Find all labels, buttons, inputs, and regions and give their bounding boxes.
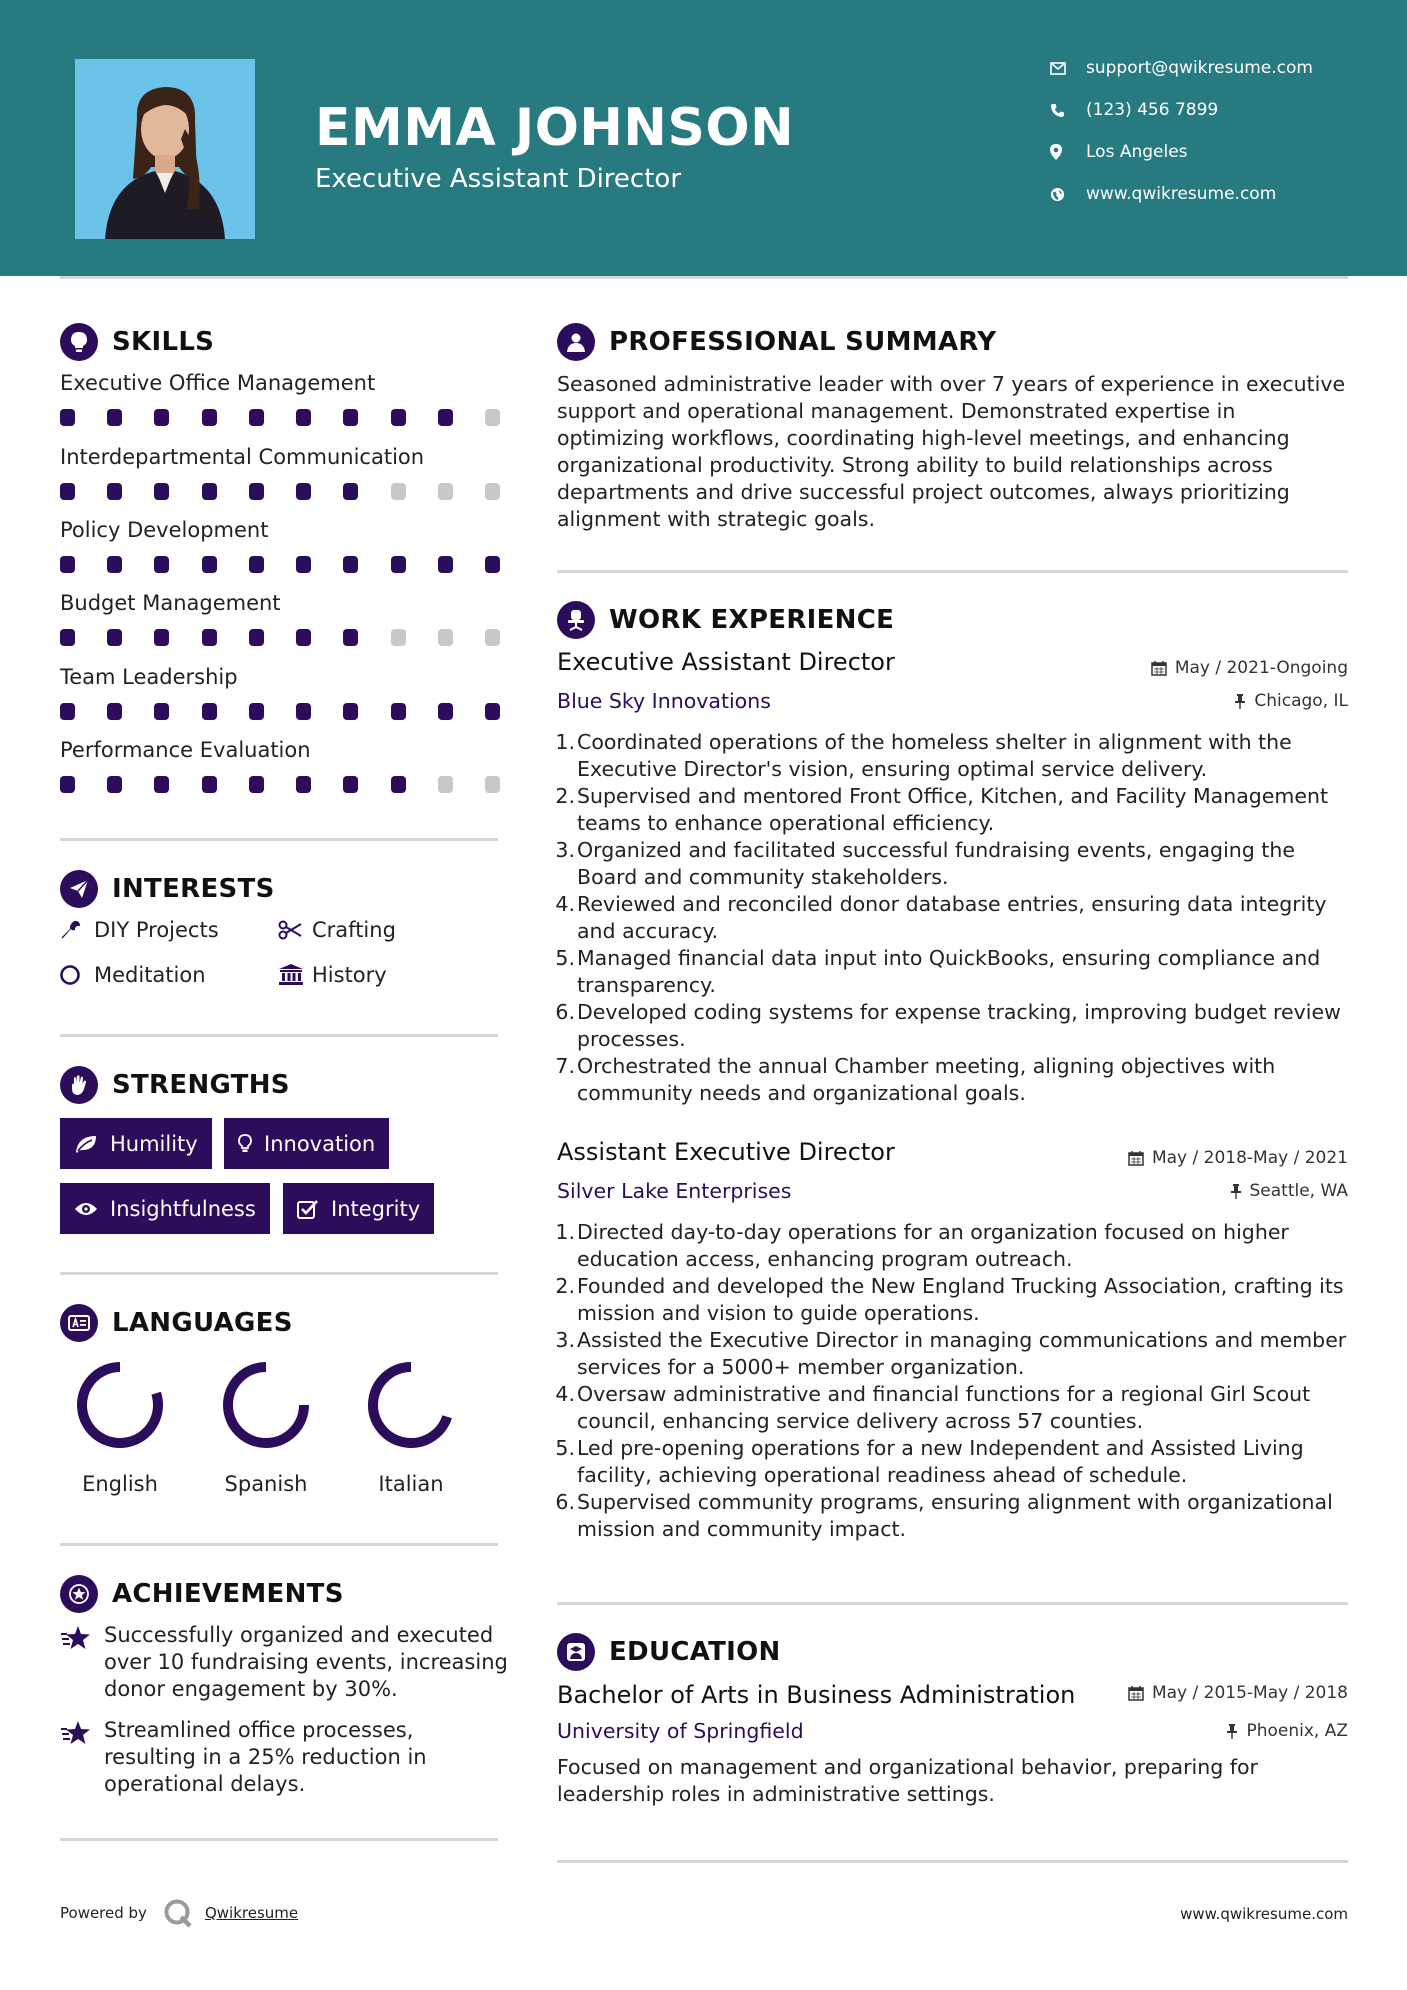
- skill-name: Executive Office Management: [60, 371, 376, 395]
- list-item: 6 . Developed coding systems for expense tracking, improving budget review processes.: [555, 999, 1355, 1053]
- globe-icon: [1050, 187, 1086, 202]
- header-banner: [0, 0, 1407, 276]
- section-divider: [557, 570, 1348, 573]
- job-dates: May / 2018-May / 2021: [1128, 1148, 1348, 1168]
- contact-phone-text: (123) 456 7899: [1086, 100, 1219, 120]
- list-item: 4 . Oversaw administrative and financial functions for a regional Girl Scout council, enhancing service delivery across 57 counties.: [555, 1381, 1355, 1435]
- list-item: 2 . Supervised and mentored Front Office, Kitchen, and Facility Management teams to enhance operational efficiency.: [555, 783, 1355, 837]
- achievement-item: Successfully organized and executed over 10 fundraising events, increasing donor engagement by 30%.: [60, 1622, 510, 1703]
- qwikresume-logo-icon: [163, 1898, 193, 1928]
- phone-icon: [1050, 103, 1086, 118]
- skill-dot-filled: [343, 703, 358, 720]
- skill-level-dots: [60, 776, 500, 793]
- company-name: Blue Sky Innovations: [557, 689, 771, 713]
- skill-dot-filled: [485, 556, 500, 573]
- skill-dot-filled: [202, 483, 217, 500]
- degree-title: Bachelor of Arts in Business Administration: [557, 1681, 1076, 1709]
- contact-email-text: support@qwikresume.com: [1086, 58, 1313, 78]
- section-divider: [557, 1860, 1348, 1863]
- contact-website[interactable]: [1050, 184, 1276, 204]
- skill-dot-filled: [154, 776, 169, 793]
- skill-dot-empty: [438, 629, 453, 646]
- contact-email[interactable]: [1050, 58, 1313, 78]
- skill-dot-filled: [296, 409, 311, 426]
- skill-dot-filled: [391, 703, 406, 720]
- skill-name: Policy Development: [60, 518, 269, 542]
- leaf-icon: [74, 1134, 98, 1154]
- hand-icon: [60, 1066, 98, 1104]
- list-item: 3 . Assisted the Executive Director in managing communications and member services for a 5000+ member organization.: [555, 1327, 1355, 1381]
- scissors-icon: [278, 920, 312, 940]
- location-pin-icon: [1050, 144, 1086, 160]
- summary-text: Seasoned administrative leader with over 7 years of experience in executive support and operational management. Demonstrated expertise in optimizing workflows, coordinating high-level meetings, and enhancing organizational productivity. Strong ability to build relationships across departments and drive successful project outcomes, always prioritizing alignment with strategic goals.: [557, 372, 1346, 531]
- skill-dot-empty: [485, 776, 500, 793]
- skill-level-dots: [60, 629, 500, 646]
- skill-dot-filled: [343, 776, 358, 793]
- person-silhouette: [75, 59, 255, 239]
- skill-dot-filled: [154, 629, 169, 646]
- job-dates: May / 2021-Ongoing: [1151, 658, 1348, 678]
- list-item: 5 . Led pre-opening operations for a new Independent and Assisted Living facility, achieving operational readiness ahead of schedule.: [555, 1435, 1355, 1489]
- education-dates: May / 2015-May / 2018: [1128, 1683, 1348, 1703]
- skill-name: Team Leadership: [60, 665, 238, 689]
- skill-dot-filled: [107, 409, 122, 426]
- skill-dot-filled: [249, 776, 264, 793]
- skill-dot-filled: [249, 409, 264, 426]
- skill-dot-filled: [438, 409, 453, 426]
- graduate-icon: [557, 1633, 595, 1671]
- skill-dot-filled: [249, 483, 264, 500]
- skill-dot-empty: [391, 629, 406, 646]
- skill-dot-filled: [60, 629, 75, 646]
- job-title: Assistant Executive Director: [557, 1138, 895, 1166]
- footer-brand-link[interactable]: Qwikresume: [204, 1904, 299, 1922]
- circle-icon: [60, 964, 94, 986]
- job-location: Seattle, WA: [1230, 1181, 1349, 1201]
- skill-dot-filled: [107, 556, 122, 573]
- contact-phone[interactable]: [1050, 100, 1218, 120]
- skill-name: Performance Evaluation: [60, 738, 311, 762]
- strength-badge: Humility: [60, 1118, 212, 1169]
- language-label: English: [82, 1472, 158, 1496]
- school-name: University of Springfield: [557, 1719, 804, 1743]
- skill-dot-filled: [154, 409, 169, 426]
- paper-plane-icon: [60, 870, 98, 908]
- skill-dot-filled: [391, 776, 406, 793]
- skill-dot-filled: [296, 776, 311, 793]
- skill-dot-empty: [485, 409, 500, 426]
- skill-dot-filled: [60, 776, 75, 793]
- skill-dot-empty: [438, 776, 453, 793]
- skill-dot-empty: [438, 483, 453, 500]
- museum-icon: [278, 964, 312, 986]
- skill-dot-filled: [154, 483, 169, 500]
- skill-dot-filled: [107, 629, 122, 646]
- language-card-icon: [60, 1304, 98, 1342]
- skill-dot-filled: [202, 556, 217, 573]
- skill-dot-filled: [154, 556, 169, 573]
- skill-level-dots: [60, 703, 500, 720]
- lightbulb-icon: [60, 323, 98, 361]
- star-icon: [60, 1622, 104, 1703]
- language-label: Spanish: [224, 1472, 308, 1496]
- languages-heading: LANGUAGES: [60, 1304, 293, 1342]
- footer-powered-by: Powered by Qwikresume: [60, 1898, 298, 1928]
- contact-location: [1050, 142, 1188, 162]
- office-chair-icon: [557, 601, 595, 639]
- language-label: Italian: [378, 1472, 444, 1496]
- work-heading: WORK EXPERIENCE: [557, 601, 894, 639]
- section-divider: [60, 838, 498, 841]
- skill-dot-filled: [249, 629, 264, 646]
- header-divider: [60, 276, 1348, 279]
- skill-dot-filled: [107, 703, 122, 720]
- skill-dot-filled: [107, 776, 122, 793]
- education-location: Phoenix, AZ: [1226, 1721, 1348, 1741]
- footer-website-link[interactable]: www.qwikresume.com: [1180, 1905, 1348, 1923]
- interest-item: Meditation: [60, 963, 206, 987]
- list-item: 1 . Directed day-to-day operations for an organization focused on higher education access, enhancing program outreach.: [555, 1219, 1355, 1273]
- skill-dot-filled: [202, 409, 217, 426]
- list-item: 7 . Orchestrated the annual Chamber meeting, aligning objectives with community needs and organizational goals.: [555, 1053, 1355, 1107]
- skill-dot-filled: [60, 483, 75, 500]
- pushpin-icon: [1234, 693, 1246, 709]
- skill-dot-filled: [438, 556, 453, 573]
- skill-dot-filled: [296, 483, 311, 500]
- skill-name: Budget Management: [60, 591, 281, 615]
- skill-dot-empty: [485, 483, 500, 500]
- strength-badge: Integrity: [283, 1183, 434, 1234]
- pushpin-icon: [1226, 1723, 1238, 1739]
- language-gauge-arc: [373, 1367, 447, 1443]
- candidate-name: EMMA JOHNSON: [315, 98, 795, 158]
- skill-level-dots: [60, 556, 500, 573]
- skill-dot-filled: [391, 556, 406, 573]
- list-item: 6 . Supervised community programs, ensuring alignment with organizational mission and community impact.: [555, 1489, 1355, 1543]
- lightbulb-icon: [238, 1134, 252, 1154]
- interest-item: Crafting: [278, 918, 396, 942]
- achievements-heading: ACHIEVEMENTS: [60, 1575, 344, 1613]
- job-location: Chicago, IL: [1234, 691, 1348, 711]
- skill-dot-filled: [343, 409, 358, 426]
- skills-heading: SKILLS: [60, 323, 214, 361]
- skill-dot-filled: [60, 409, 75, 426]
- contact-website-text: www.qwikresume.com: [1086, 184, 1277, 204]
- section-divider: [60, 1034, 498, 1037]
- language-gauge-arc: [82, 1367, 158, 1443]
- interests-heading: INTERESTS: [60, 870, 275, 908]
- skill-dot-filled: [343, 629, 358, 646]
- skill-dot-filled: [296, 556, 311, 573]
- skill-dot-filled: [249, 556, 264, 573]
- skill-dot-filled: [107, 483, 122, 500]
- education-heading: EDUCATION: [557, 1633, 781, 1671]
- skill-dot-filled: [296, 703, 311, 720]
- section-divider: [60, 1543, 498, 1546]
- envelope-icon: [1050, 62, 1086, 75]
- company-name: Silver Lake Enterprises: [557, 1179, 792, 1203]
- list-item: 2 . Founded and developed the New England Trucking Association, crafting its mission and vision to guide operations.: [555, 1273, 1355, 1327]
- skill-dot-filled: [438, 703, 453, 720]
- skill-dot-filled: [60, 703, 75, 720]
- interest-item: DIY Projects: [60, 918, 219, 942]
- skill-dot-filled: [249, 703, 264, 720]
- calendar-icon: [1128, 1150, 1144, 1166]
- language-gauge: [191, 1355, 341, 1455]
- achievement-item: Streamlined office processes, resulting in a 25% reduction in operational delays.: [60, 1717, 510, 1798]
- candidate-role: Executive Assistant Director: [315, 164, 682, 194]
- skill-dot-empty: [391, 483, 406, 500]
- job-bullets: [555, 729, 1355, 1107]
- skill-dot-filled: [202, 629, 217, 646]
- eye-icon: [74, 1201, 98, 1217]
- skill-dot-filled: [343, 556, 358, 573]
- skill-dot-filled: [60, 556, 75, 573]
- checkbox-icon: [297, 1199, 319, 1219]
- list-item: 5 . Managed financial data input into QuickBooks, ensuring compliance and transparency.: [555, 945, 1355, 999]
- list-item: 4 . Reviewed and reconciled donor database entries, ensuring data integrity and accuracy.: [555, 891, 1355, 945]
- strength-badge: Insightfulness: [60, 1183, 270, 1234]
- strengths-heading: STRENGTHS: [60, 1066, 290, 1104]
- strength-badge: Innovation: [224, 1118, 389, 1169]
- skill-dot-filled: [485, 703, 500, 720]
- list-item: 1 . Coordinated operations of the homeless shelter in alignment with the Executive Director's vision, ensuring optimal service delivery.: [555, 729, 1355, 783]
- section-divider: [60, 1272, 498, 1275]
- skill-dot-filled: [154, 703, 169, 720]
- skill-level-dots: [60, 409, 500, 426]
- skill-dot-filled: [296, 629, 311, 646]
- skill-name: Interdepartmental Communication: [60, 445, 425, 469]
- star-icon: [60, 1717, 104, 1798]
- language-gauge: [45, 1355, 195, 1455]
- skill-dot-filled: [391, 409, 406, 426]
- skill-dot-empty: [485, 629, 500, 646]
- language-gauge: [336, 1355, 486, 1455]
- user-icon: [557, 323, 595, 361]
- summary-heading: PROFESSIONAL SUMMARY: [557, 323, 996, 361]
- list-item: 3 . Organized and facilitated successful fundraising events, engaging the Board and community stakeholders.: [555, 837, 1355, 891]
- wrench-icon: [60, 919, 94, 941]
- star-badge-icon: [60, 1575, 98, 1613]
- language-gauge-arc: [228, 1367, 304, 1443]
- profile-photo: [75, 59, 255, 239]
- job-title: Executive Assistant Director: [557, 648, 895, 676]
- skill-level-dots: [60, 483, 500, 500]
- contact-location-text: Los Angeles: [1086, 142, 1188, 162]
- skill-dot-filled: [202, 776, 217, 793]
- interest-item: History: [278, 963, 387, 987]
- skill-dot-filled: [202, 703, 217, 720]
- calendar-icon: [1151, 660, 1167, 676]
- education-description: Focused on management and organizational behavior, preparing for leadership roles in administrative settings.: [557, 1755, 1258, 1806]
- skill-dot-filled: [343, 483, 358, 500]
- calendar-icon: [1128, 1685, 1144, 1701]
- section-divider: [557, 1602, 1348, 1605]
- job-bullets: [555, 1219, 1355, 1543]
- section-divider: [60, 1838, 498, 1841]
- pushpin-icon: [1230, 1183, 1242, 1199]
